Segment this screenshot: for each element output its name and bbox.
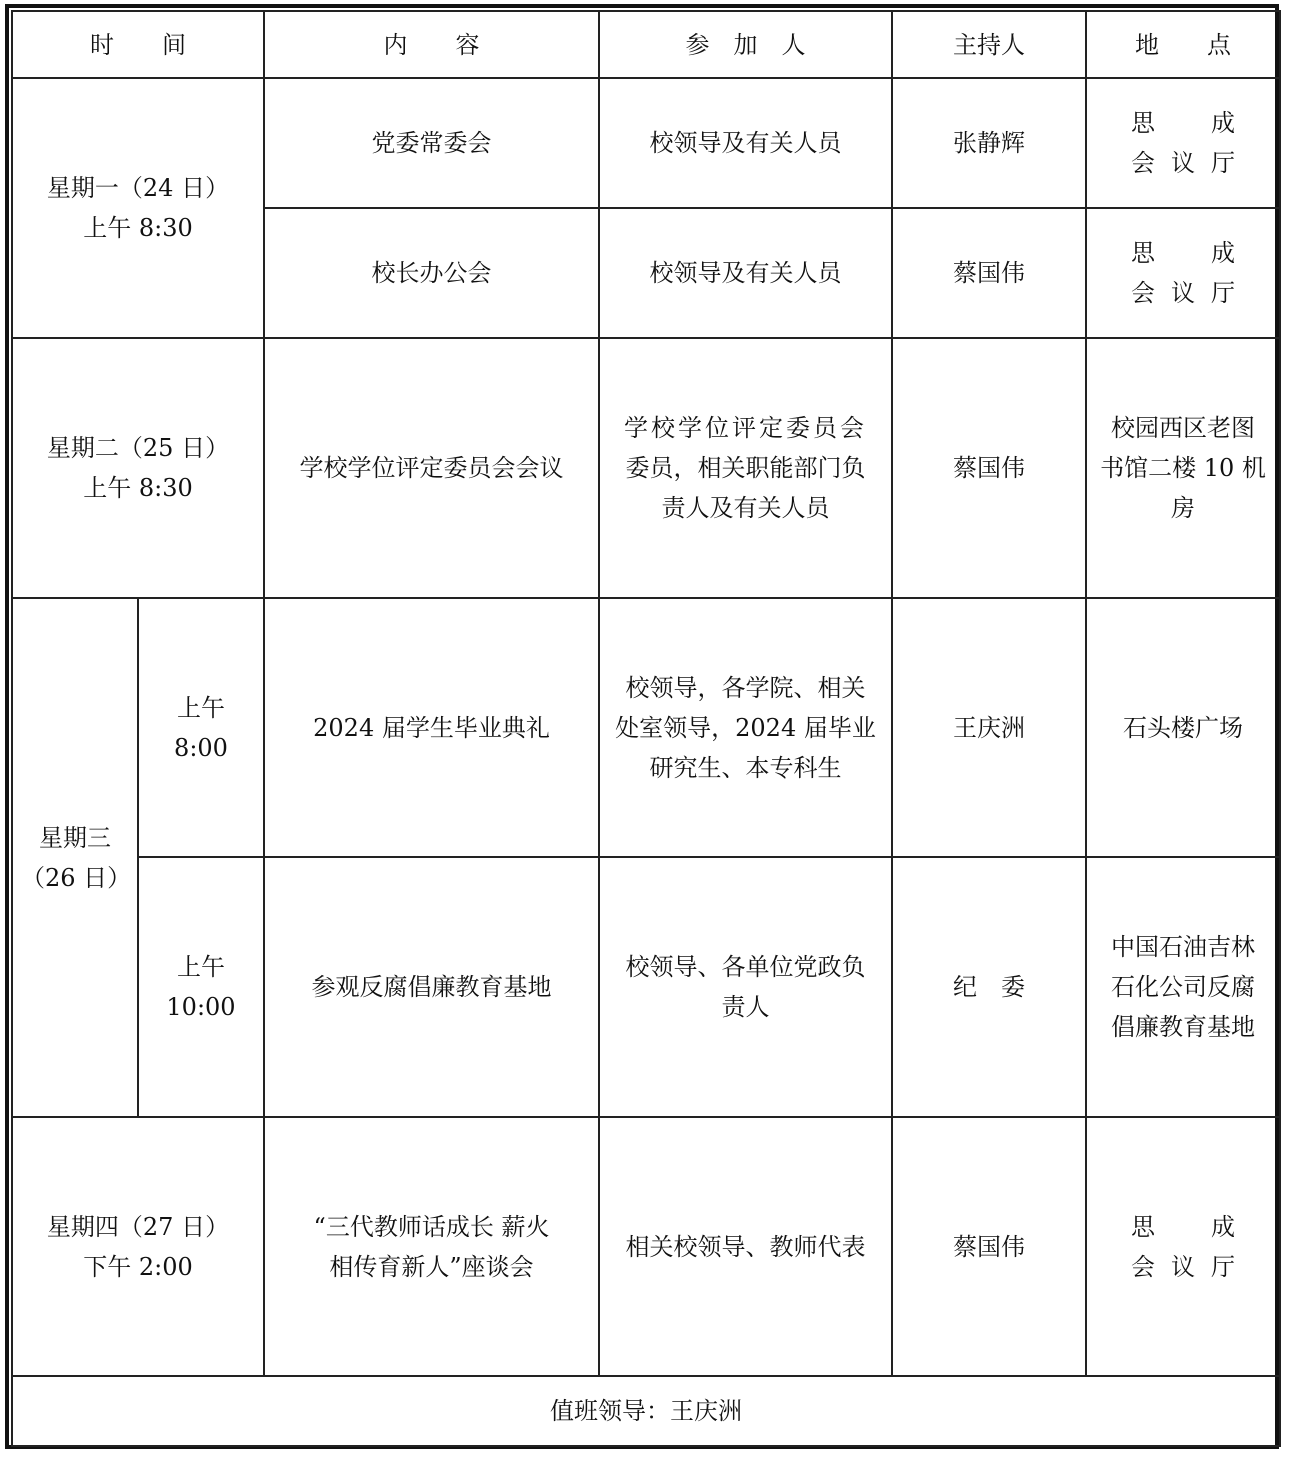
loc-char: 厅 <box>1211 149 1235 177</box>
tuesday-host: 蔡国伟 <box>892 338 1086 598</box>
wednesday-participants-1 <box>599 598 892 857</box>
content-line: 相传育新人”座谈会 <box>329 1252 534 1281</box>
loc-char: 议 <box>1171 1252 1195 1281</box>
table-row <box>12 78 1280 208</box>
participants-line: 校领导，各学院、相关 <box>625 673 866 702</box>
loc-char: 思 <box>1131 109 1155 137</box>
loc-char: 成 <box>1211 1212 1235 1241</box>
tuesday-participants <box>599 338 892 598</box>
wednesday-content-2: 参观反腐倡廉教育基地 <box>264 857 599 1117</box>
tuesday-location <box>1086 338 1280 598</box>
wednesday-day: 星期三 <box>39 823 111 852</box>
wednesday-host-2: 纪 委 <box>892 857 1086 1117</box>
wednesday-host-1: 王庆洲 <box>892 598 1086 857</box>
header-row <box>12 11 1280 78</box>
monday-host-1: 张静辉 <box>892 78 1086 208</box>
weekly-schedule-table <box>11 10 1281 1447</box>
wednesday-day-cell <box>12 598 138 1117</box>
monday-time: 上午 8:30 <box>83 214 193 242</box>
thursday-location <box>1086 1117 1280 1376</box>
tuesday-day: 星期二（25 日） <box>46 434 230 462</box>
participants-line: 研究生、本专科生 <box>649 753 842 782</box>
location-line: 书馆二楼 10 机 <box>1100 454 1266 482</box>
monday-content-2: 校长办公会 <box>264 208 599 338</box>
location-line: 倡廉教育基地 <box>1111 1013 1255 1041</box>
participants-line: 学校学位评定委员会 <box>624 414 867 442</box>
monday-host-2: 蔡国伟 <box>892 208 1086 338</box>
time-line: 上午 <box>177 953 225 981</box>
table-row <box>12 338 1280 598</box>
footer-row <box>12 1376 1280 1446</box>
thursday-content <box>264 1117 599 1376</box>
time-line: 8:00 <box>174 733 228 762</box>
table-row <box>12 598 1280 857</box>
location-line: 石化公司反腐 <box>1111 973 1255 1001</box>
loc-char: 议 <box>1171 279 1195 307</box>
table-row <box>12 1117 1280 1376</box>
loc-char: 议 <box>1171 149 1195 177</box>
wednesday-location-2 <box>1086 857 1280 1117</box>
loc-char: 厅 <box>1211 279 1235 307</box>
location-line: 房 <box>1171 494 1195 522</box>
loc-char: 思 <box>1131 239 1155 267</box>
duty-leader: 值班领导：王庆洲 <box>12 1376 1280 1446</box>
thursday-time-cell <box>12 1117 264 1376</box>
location-line: 校园西区老图 <box>1111 414 1255 442</box>
loc-char: 成 <box>1211 239 1235 267</box>
header-content: 内 容 <box>264 11 599 78</box>
participants-line: 校领导、各单位党政负 <box>625 953 866 981</box>
header-host: 主持人 <box>892 11 1086 78</box>
monday-time-cell <box>12 78 264 338</box>
header-participants: 参 加 人 <box>599 11 892 78</box>
thursday-host: 蔡国伟 <box>892 1117 1086 1376</box>
thursday-participants: 相关校领导、教师代表 <box>599 1117 892 1376</box>
header-location: 地 点 <box>1086 11 1280 78</box>
loc-char: 会 <box>1131 279 1155 307</box>
monday-location-2 <box>1086 208 1280 338</box>
wednesday-location-1: 石头楼广场 <box>1086 598 1280 857</box>
tuesday-time-cell <box>12 338 264 598</box>
content-line: “三代教师话成长 薪火 <box>313 1212 550 1241</box>
loc-char: 思 <box>1131 1212 1155 1241</box>
participants-line: 委员，相关职能部门负 <box>625 454 866 482</box>
loc-char: 厅 <box>1211 1252 1235 1281</box>
wednesday-date: （26 日） <box>21 863 132 892</box>
wednesday-content-1: 2024 届学生毕业典礼 <box>264 598 599 857</box>
monday-location-1 <box>1086 78 1280 208</box>
wednesday-participants-2 <box>599 857 892 1117</box>
wednesday-time-1 <box>138 598 264 857</box>
loc-char: 会 <box>1131 149 1155 177</box>
time-line: 10:00 <box>166 993 236 1021</box>
time-line: 上午 <box>177 693 225 722</box>
monday-participants-1: 校领导及有关人员 <box>599 78 892 208</box>
table-row <box>12 857 1280 1117</box>
header-time: 时 间 <box>12 11 264 78</box>
participants-line: 处室领导，2024 届毕业 <box>615 713 876 742</box>
tuesday-time: 上午 8:30 <box>83 474 193 502</box>
loc-char: 成 <box>1211 109 1235 137</box>
monday-day: 星期一（24 日） <box>46 174 230 202</box>
monday-participants-2: 校领导及有关人员 <box>599 208 892 338</box>
monday-content-1: 党委常委会 <box>264 78 599 208</box>
participants-line: 责人 <box>721 993 770 1021</box>
tuesday-content: 学校学位评定委员会会议 <box>264 338 599 598</box>
participants-line: 责人及有关人员 <box>661 494 830 522</box>
wednesday-time-2 <box>138 857 264 1117</box>
thursday-time: 下午 2:00 <box>83 1252 193 1281</box>
thursday-day: 星期四（27 日） <box>46 1212 230 1241</box>
location-line: 中国石油吉林 <box>1111 933 1255 961</box>
loc-char: 会 <box>1131 1252 1155 1281</box>
